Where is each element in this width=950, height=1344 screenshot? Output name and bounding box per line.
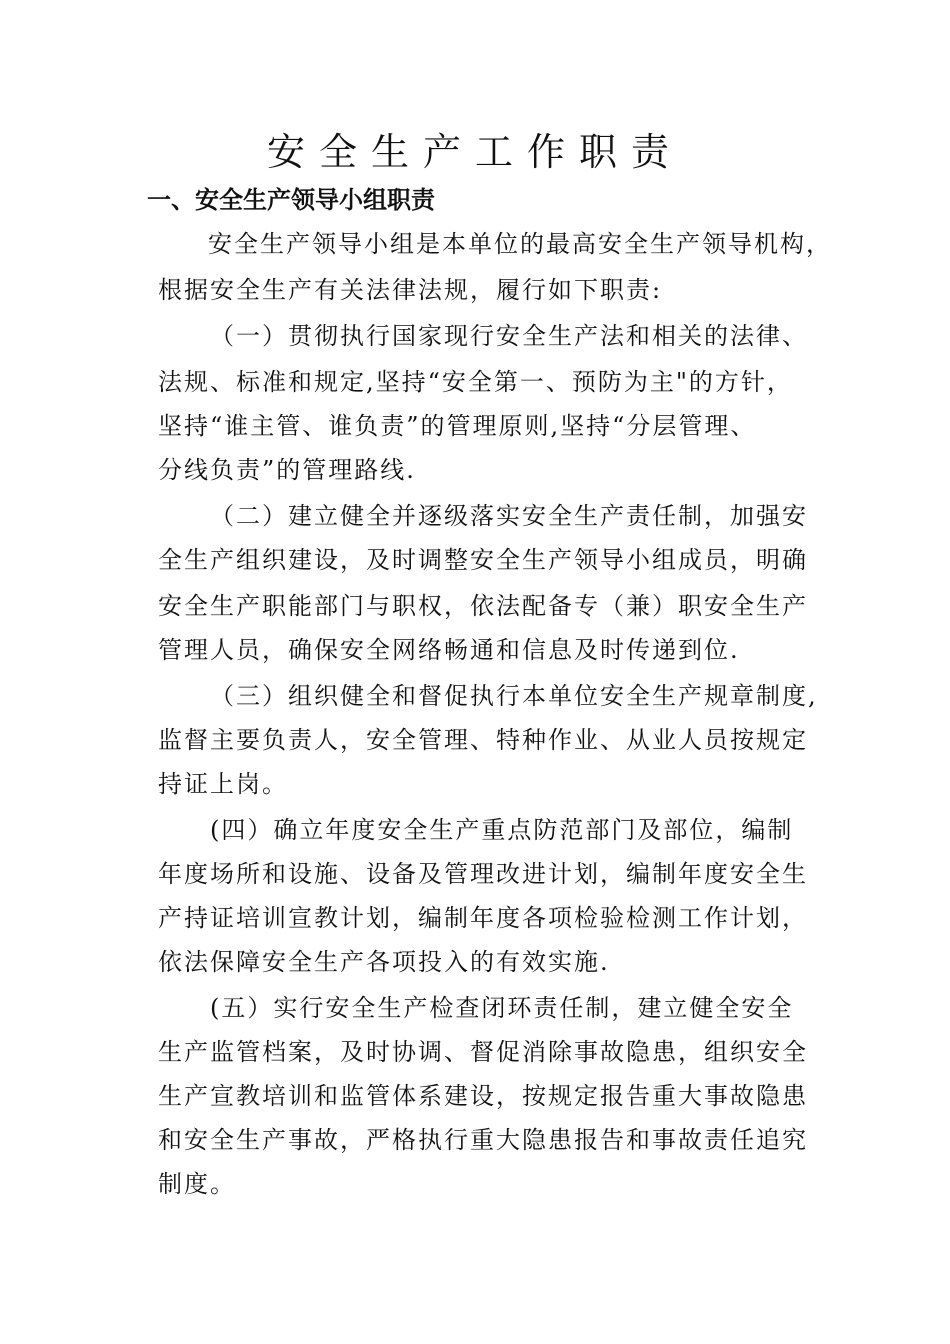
paragraph-line: 坚持“谁主管、谁负责”的管理原则,坚持“分层管理、 (158, 412, 757, 440)
paragraph-line: 和安全生产事故，严格执行重大隐患报告和事故责任追究 (158, 1126, 808, 1154)
paragraph-line: 依法保障安全生产各项投入的有效实施. (158, 948, 610, 976)
paragraph-line: (四）确立年度安全生产重点防范部门及部位，编制 (210, 816, 794, 844)
paragraph-line: 安全生产职能部门与职权，依法配备专（兼）职安全生产 (158, 592, 808, 620)
paragraph-line: 生产宣教培训和监管体系建设，按规定报告重大事故隐患 (158, 1082, 808, 1110)
paragraph-line: 监督主要负责人，安全管理、特种作业、从业人员按规定 (158, 726, 808, 754)
intro-line: 安全生产领导小组是本单位的最高安全生产领导机构， (208, 230, 832, 258)
paragraph-line: 制度。 (158, 1170, 236, 1198)
paragraph-line: 产持证培训宣教计划，编制年度各项检验检测工作计划， (158, 904, 808, 932)
paragraph-line: 生产监管档案，及时协调、督促消除事故隐患，组织安全 (158, 1038, 808, 1066)
paragraph-line: （三）组织健全和督促执行本单位安全生产规章制度, (210, 682, 818, 710)
intro-line: 根据安全生产有关法律法规，履行如下职责: (158, 276, 663, 304)
paragraph-line: （一）贯彻执行国家现行安全生产法和相关的法律、 (210, 322, 808, 350)
paragraph-line: 持证上岗。 (158, 770, 288, 798)
paragraph-line: 年度场所和设施、设备及管理改进计划，编制年度安全生 (158, 860, 808, 888)
paragraph-line: 分线负责”的管理路线. (158, 456, 416, 484)
document-title: 安全生产工作职责 (266, 130, 683, 174)
paragraph-line: 法规、标准和规定,坚持“安全第一、预防为主"的方针， (158, 368, 793, 396)
paragraph-line: 管理人员，确保安全网络畅通和信息及时传递到位. (158, 636, 740, 664)
paragraph-line: （二）建立健全并逐级落实安全生产责任制，加强安 (210, 502, 808, 530)
paragraph-line: 全生产组织建设，及时调整安全生产领导小组成员，明确 (158, 546, 808, 574)
paragraph-line: (五）实行安全生产检查闭环责任制，建立健全安全 (210, 994, 794, 1022)
section-heading: 一、安全生产领导小组职责 (147, 186, 435, 214)
